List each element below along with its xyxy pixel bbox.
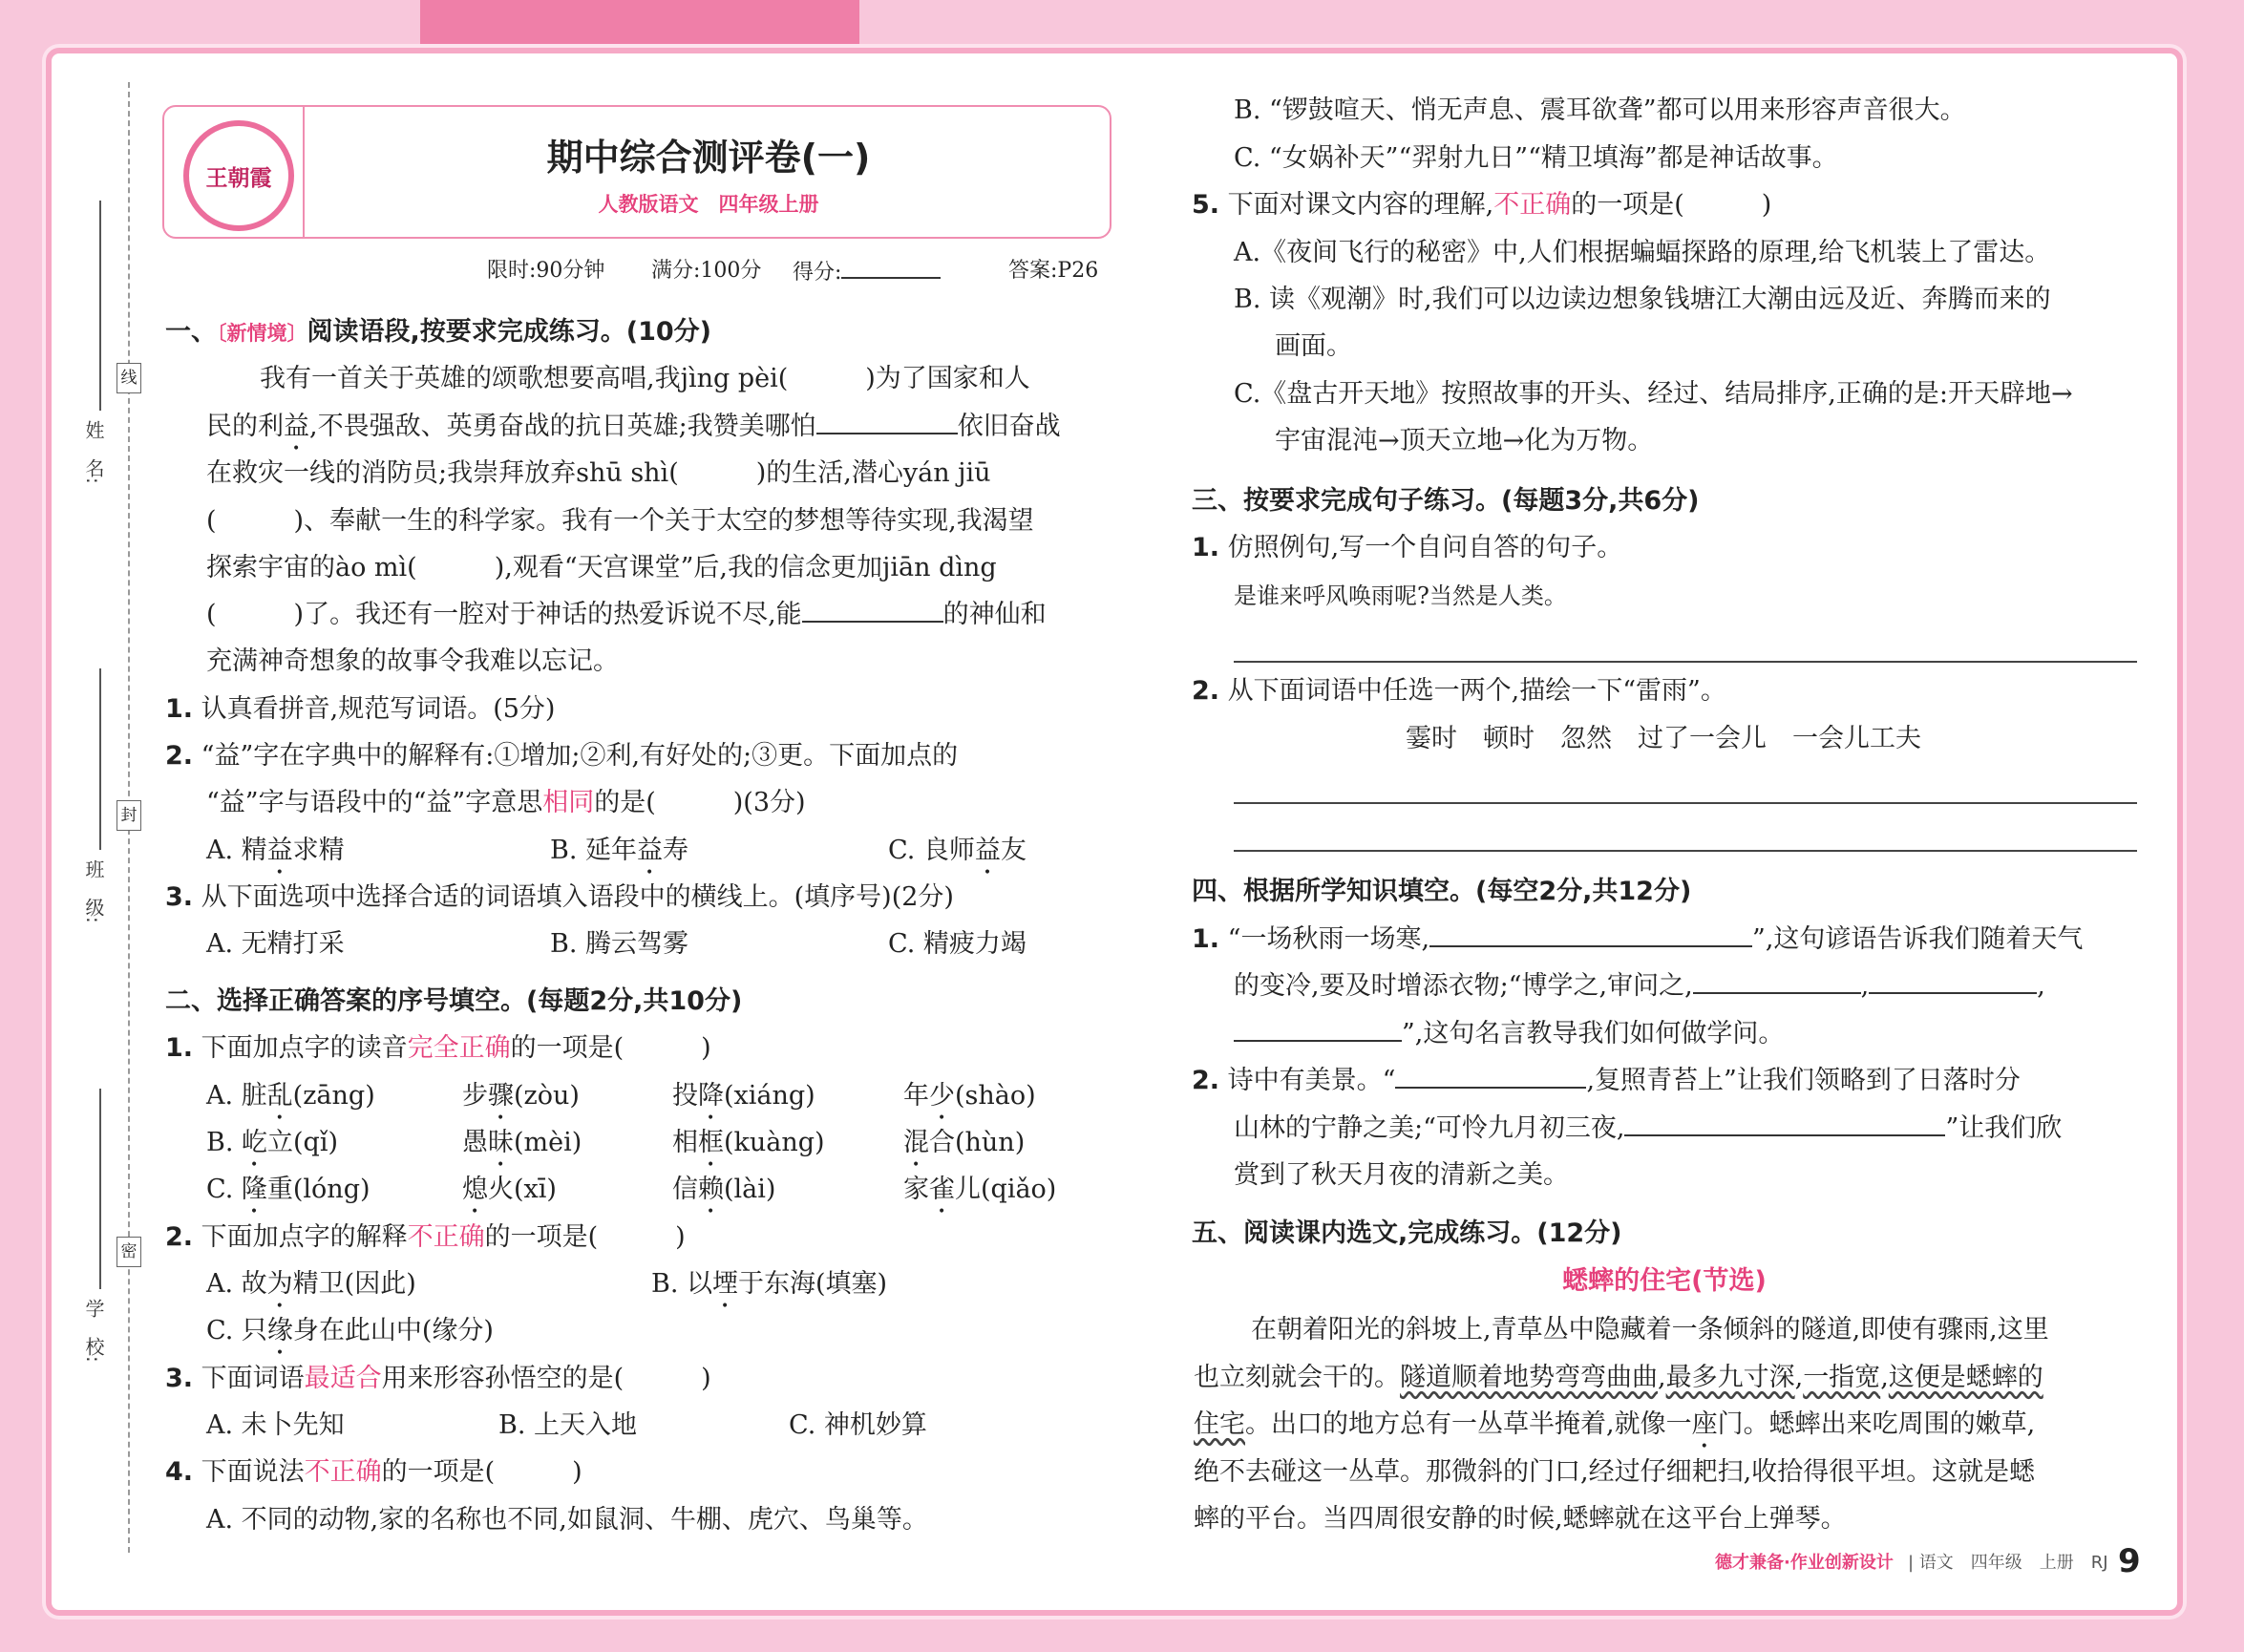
pinyin-option: 相框(kuàng) (672, 1128, 825, 1157)
option-c: C.《盘古开天地》按照故事的开头、经过、结局排序,正确的是:开天辟地→ (1234, 379, 2073, 409)
s3-question-2: 2. 从下面词语中任选一两个,描绘一下“雷雨”。 (1192, 676, 1726, 706)
option-b-cont: 画面。 (1275, 331, 1352, 361)
s4-question-2: 2. 诗中有美景。“ ,复照青苔上”让我们领略到了日落时分 (1192, 1062, 2021, 1100)
page-title: 期中综合测评卷(一) (546, 137, 871, 179)
passage-line: ( )、奉献一生的科学家。我有一个关于太空的梦想等待实现,我渴望 (206, 506, 1034, 536)
name-rule (99, 201, 101, 411)
option-b: B. “锣鼓喧天、悄无声息、震耳欲聋”都可以用来形容声音很大。 (1234, 95, 1966, 125)
reading-line: 在朝着阳光的斜坡上,青草丛中隐藏着一条倾斜的隧道,即使有骤雨,这里 (1251, 1315, 2049, 1345)
section5-heading: 五、阅读课内选文,完成练习。(12分) (1192, 1218, 1622, 1248)
title-box (162, 105, 1111, 239)
name-label: 姓 名: (82, 420, 105, 484)
passage-line: ( )了。我还有一腔对于神话的热爱诉说不尽,能 的神仙和 (206, 596, 1047, 634)
option-a: A. 精益求精 (206, 836, 345, 865)
passage-line: 民的利益,不畏强敌、英勇奋战的抗日英雄;我赞美哪怕 依旧奋战 (206, 408, 1061, 456)
seal-feng: 封 (116, 800, 141, 831)
pinyin-option: 步骤(zòu) (462, 1081, 580, 1111)
pinyin-option: 年少(shào) (903, 1081, 1036, 1111)
pinyin-option: 投降(xiáng) (672, 1081, 815, 1111)
s4-question-1-cont: 的变冷,要及时增添衣物;“博学之,审问之, , , (1234, 967, 2045, 1006)
passage-line: 我有一首关于英雄的颂歌想要高唱,我jìng pèi( )为了国家和人 (260, 364, 1030, 393)
option-a: A.《夜间飞行的秘密》中,人们根据蝙蝠探路的原理,给飞机装上了雷达。 (1234, 238, 2051, 267)
footer-series: 德才兼备·作业创新设计 (1715, 1553, 1894, 1573)
option-c: C. 精疲力竭 (888, 929, 1027, 959)
answer-line (1234, 802, 2137, 804)
title-divider (303, 107, 305, 237)
s4-question-1-cont: ”,这句名言教导我们如何做学问。 (1234, 1015, 1784, 1053)
option-b: B. 腾云驾雾 (550, 929, 689, 959)
s2-question-3: 3. 下面词语最适合用来形容孙悟空的是( ) (165, 1364, 711, 1393)
option-c: C. 良师益友 (888, 836, 1027, 865)
passage-line: 探索宇宙的ào mì( ),观看“天宫课堂”后,我的信念更加jiān dìng (206, 553, 997, 582)
option-a: A. 无精打采 (206, 929, 345, 959)
seal-mi: 密 (116, 1237, 141, 1267)
option-b: B. 上天入地 (498, 1410, 638, 1440)
s1-question-2: 2. “益”字在字典中的解释有:①增加;②利,有好处的;③更。下面加点的 (165, 741, 959, 771)
s1-question-3: 3. 从下面选项中选择合适的词语填入语段中的横线上。(填序号)(2分) (165, 882, 954, 912)
option-b: B. 读《观潮》时,我们可以边读边想象钱塘江大潮由远及近、奔腾而来的 (1234, 285, 2051, 314)
pinyin-option: B. 屹立(qǐ) (206, 1128, 339, 1157)
logo-text: 王朝霞 (205, 165, 272, 191)
reading-title: 蟋蟀的住宅(节选) (1562, 1266, 1767, 1296)
reading-line: 住宅。出口的地方总有一丛草半掩着,就像一座门。蟋蟀出来吃周围的嫩草, (1194, 1409, 2036, 1439)
school-rule (99, 1089, 101, 1289)
s3-question-1: 1. 仿照例句,写一个自问自答的句子。 (1192, 533, 1623, 562)
s1-question-1: 1. 认真看拼音,规范写词语。(5分) (165, 694, 556, 724)
option-c: C. 神机妙算 (789, 1410, 927, 1440)
option-a: A. 故为精卫(因此) (206, 1269, 416, 1299)
option-a: A. 不同的动物,家的名称也不同,如鼠洞、牛棚、虎穴、鸟巢等。 (206, 1505, 928, 1535)
section4-heading: 四、根据所学知识填空。(每空2分,共12分) (1192, 877, 1692, 906)
reading-line: 也立刻就会干的。隧道顺着地势弯弯曲曲,最多九寸深,一指宽,这便是蟋蟀的 (1194, 1363, 2043, 1392)
option-c-cont: 宇宙混沌→顶天立地→化为万物。 (1275, 426, 1654, 455)
logo (183, 120, 294, 231)
s2-question-2: 2. 下面加点字的解释不正确的一项是( ) (165, 1222, 686, 1252)
option-c: C. “女娲补天”“羿射九日”“精卫填海”都是神话故事。 (1234, 143, 1838, 173)
example-sentence: 是谁来呼风唤雨呢?当然是人类。 (1234, 582, 1567, 609)
answer-line (1234, 850, 2137, 852)
word-list: 霎时 顿时 忽然 过了一会儿 一会儿工夫 (1406, 724, 1921, 753)
pinyin-option: 信赖(lài) (672, 1175, 776, 1204)
school-label: 学 校: (82, 1299, 105, 1363)
pinyin-option: 家雀儿(qiǎo) (903, 1175, 1057, 1204)
s4-question-2-cont: 赏到了秋天月夜的清新之美。 (1234, 1160, 1569, 1190)
s2-question-4: 4. 下面说法不正确的一项是( ) (165, 1457, 582, 1487)
option-b: B. 以堙于东海(填塞) (651, 1269, 888, 1299)
s1-question-2-cont: “益”字与语段中的“益”字意思相同的是( )(3分) (206, 788, 806, 817)
seal-xian: 线 (116, 363, 141, 393)
passage-line: 在救灾一线的消防员;我崇拜放弃shū shì( )的生活,潜心yán jiū (206, 458, 991, 488)
meta-answer: 答案:P26 (1008, 259, 1099, 283)
pinyin-option: 愚昧(mèi) (462, 1128, 582, 1157)
pinyin-option: C. 隆重(lóng) (206, 1175, 370, 1204)
option-b: B. 延年益寿 (550, 836, 689, 865)
option-a: A. 未卜先知 (206, 1410, 345, 1440)
meta-time: 限时:90分钟 (487, 259, 605, 283)
s2-question-5: 5. 下面对课文内容的理解,不正确的一项是( ) (1192, 190, 1772, 220)
meta-full: 满分:100分 (651, 259, 762, 283)
class-rule (99, 668, 101, 850)
pinyin-option: 混合(hùn) (903, 1128, 1026, 1157)
section3-heading: 三、按要求完成句子练习。(每题3分,共6分) (1192, 486, 1700, 516)
reading-line: 绝不去碰这一丛草。那微斜的门口,经过仔细耙扫,收拾得很平坦。这就是蟋 (1194, 1457, 2036, 1487)
page-subtitle: 人教版语文 四年级上册 (598, 193, 819, 216)
pinyin-option: 熄火(xī) (462, 1175, 557, 1204)
passage-line: 充满神奇想象的故事令我难以忘记。 (206, 646, 619, 676)
answer-line (1234, 661, 2137, 663)
reading-line: 蟀的平台。当四周很安静的时候,蟋蟀就在这平台上弹琴。 (1194, 1504, 1847, 1534)
option-c: C. 只缘身在此山中(缘分) (206, 1316, 494, 1345)
s4-question-2-cont: 山林的宁静之美;“可怜九月初三夜, ”让我们欣 (1234, 1110, 2062, 1148)
pinyin-option: A. 脏乱(zāng) (206, 1081, 375, 1111)
section1-heading: 一、〔新情境〕阅读语段,按要求完成练习。(10分) (165, 317, 712, 347)
class-label: 班 级: (82, 859, 105, 923)
meta-score: 得分: (793, 252, 941, 292)
section2-heading: 二、选择正确答案的序号填空。(每题2分,共10分) (165, 986, 743, 1016)
s4-question-1: 1. “一场秋雨一场寒, ”,这句谚语告诉我们随着天气 (1192, 921, 2083, 959)
s2-question-1: 1. 下面加点字的读音完全正确的一项是( ) (165, 1033, 711, 1063)
page-number: 9 (2118, 1542, 2141, 1580)
footer-info: | 语文 四年级 上册 RJ (1908, 1553, 2108, 1573)
